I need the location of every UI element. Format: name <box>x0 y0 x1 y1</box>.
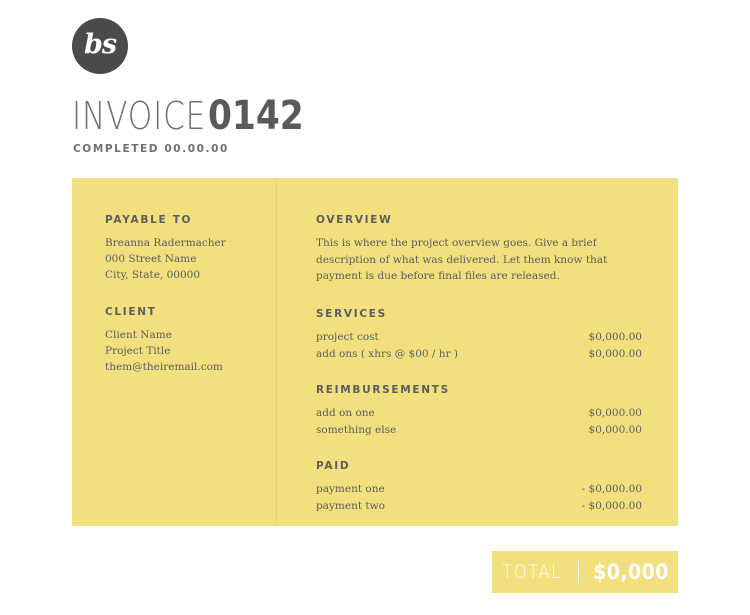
invoice-title <box>72 93 319 139</box>
services-row-2-label: add ons ( xhrs @ $00 / hr ) <box>316 347 459 360</box>
reimbursements-row-2-label: something else <box>316 423 397 436</box>
reimbursements-row-2-amount: $0,000.00 <box>588 423 642 436</box>
paid-heading: PAID <box>316 459 351 472</box>
client-email: them@theiremail.com <box>105 361 223 373</box>
services-row-1-label: project cost <box>316 330 379 343</box>
table-row <box>316 498 642 515</box>
reimbursements-block <box>316 384 642 439</box>
paid-row-1-label: payment one <box>316 482 385 495</box>
client-project-title: Project Title <box>105 345 171 357</box>
overview-block <box>316 214 642 285</box>
client-name: Client Name <box>105 329 172 341</box>
total-label: TOTAL <box>502 561 563 583</box>
payable-to-line-3: City, State, 00000 <box>105 269 201 281</box>
total-bar <box>492 551 678 593</box>
brand-logo <box>72 18 128 74</box>
services-block <box>316 308 642 363</box>
table-row <box>316 481 642 498</box>
invoice-status-line: COMPLETED 00.00.00 <box>73 143 229 155</box>
table-row <box>316 329 642 346</box>
table-row <box>316 405 642 422</box>
reimbursements-row-1-label: add on one <box>316 406 375 419</box>
payable-to-heading: PAYABLE TO <box>105 214 193 226</box>
overview-text: This is where the project overview goes. Give a brief description of what was delivered. Let them know that payment is due before final files are released. <box>316 237 608 282</box>
paid-row-2-amount: - $0,000.00 <box>581 499 642 512</box>
invoice-parties-column <box>72 178 277 526</box>
total-value: $0,000 <box>592 560 669 584</box>
reimbursements-heading: REIMBURSEMENTS <box>316 383 450 396</box>
payable-to-block <box>105 214 276 283</box>
payable-to-line-2: 000 Street Name <box>105 253 197 265</box>
payable-to-line-1: Breanna Radermacher <box>105 237 226 249</box>
paid-block <box>316 460 642 515</box>
services-heading: SERVICES <box>316 307 387 320</box>
overview-heading: OVERVIEW <box>316 214 393 226</box>
paid-row-2-label: payment two <box>316 499 385 512</box>
services-row-1-amount: $0,000.00 <box>588 330 642 343</box>
logo-monogram: bs <box>83 29 117 60</box>
table-row <box>316 346 642 363</box>
client-block <box>105 306 276 375</box>
invoice-body-panel <box>72 178 678 526</box>
table-row <box>316 422 642 439</box>
invoice-details-column <box>277 178 678 526</box>
invoice-word: INVOICE <box>72 94 207 138</box>
invoice-number: 0142 <box>207 93 304 139</box>
client-heading: CLIENT <box>105 306 157 318</box>
total-divider <box>578 561 579 583</box>
services-row-2-amount: $0,000.00 <box>588 347 642 360</box>
reimbursements-row-1-amount: $0,000.00 <box>588 406 642 419</box>
paid-row-1-amount: - $0,000.00 <box>581 482 642 495</box>
